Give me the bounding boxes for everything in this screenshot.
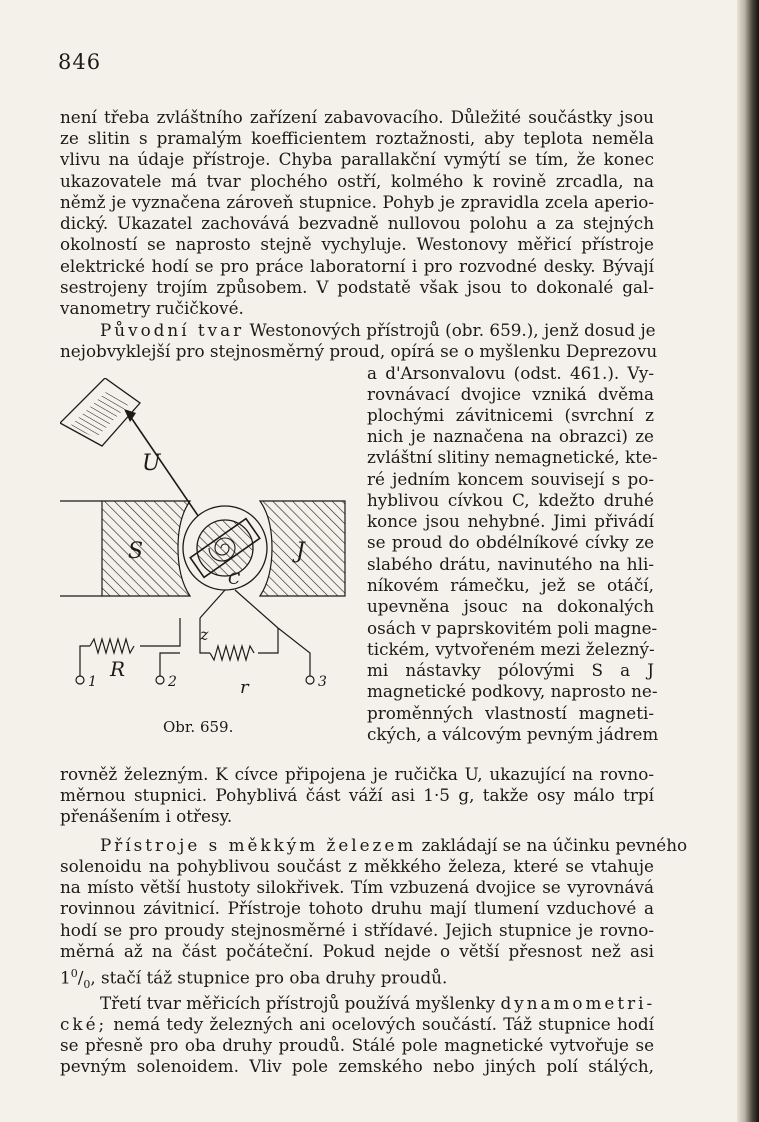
page-number: 846 (58, 50, 102, 74)
spaced-emphasis: Přístroje s měkkým železem (100, 835, 417, 855)
label-U: U (142, 451, 161, 476)
text-line: magnetické podkovy, naprosto ne- (367, 681, 658, 701)
text-line: nich je naznačena na obrazci) ze (367, 426, 654, 446)
pole-piece-S (60, 501, 190, 596)
text-line: rovinnou závitnicí. Přístroje tohoto druhu mají tlumení vzduchové a (60, 898, 654, 918)
text-line: ze slitin s pramalým koefficientem roztažnosti, aby teplota neměla (60, 128, 654, 148)
terminal-1-label: 1 (88, 674, 97, 690)
text-line: plochými závitnicemi (svrchní z (367, 405, 654, 425)
text-line: osách v paprskovitém poli magne- (367, 618, 658, 638)
spaced-emphasis: dynamometri- (500, 993, 656, 1013)
figure-galvanometer-diagram (60, 378, 350, 698)
text-line: rovnávací dvojice vzniká dvěma (367, 384, 654, 404)
text-line: přenášením i otřesy. (60, 806, 233, 826)
label-C: C (228, 569, 241, 588)
text-line: pevným solenoidem. Vliv pole zemského nebo jiných polí stálých, (60, 1056, 654, 1076)
text-line: dický. Ukazatel zachovává bezvadně nullovou polohu a za stejných (60, 213, 654, 233)
text-line: a d'Arsonvalovu (odst. 461.). Vy- (367, 363, 654, 383)
terminal-1 (76, 676, 84, 684)
text-line: elektrické hodí se pro práce laboratorní i pro rozvodné desky. Bývají (60, 256, 654, 276)
text-line: není třeba zvláštního zařízení zabavovacího. Důležité součástky jsou (60, 107, 654, 127)
label-S: S (128, 539, 144, 564)
text-line: tickém, vytvořeném mezi železný- (367, 639, 655, 659)
text-line: solenoidu na pohyblivou součást z měkkého železa, které se vtahuje (60, 856, 654, 876)
text-line: sestrojeny trojím způsobem. V podstatě však jsou to dokonalé gal- (60, 277, 654, 297)
text-line: nejobvyklejší pro stejnosměrný proud, opírá se o myšlenku Deprezovu (60, 341, 658, 361)
text-line: měrnou stupnici. Pohyblivá část váží asi 1·5 g, takže osy málo trpí (60, 785, 654, 805)
text-line: okolností se naprosto stejně vychyluje. Westonovy měřicí přístroje (60, 234, 654, 254)
text-line: se přesně pro oba druhy proudů. Stálé pole magnetické vytvořuje se (60, 1035, 654, 1055)
label-z: z (200, 625, 209, 644)
text-line: upevněna jsouc na dokonalých (367, 596, 654, 616)
text-line: ré jedním koncem souvisejí s po- (367, 469, 654, 489)
label-J: J (296, 539, 305, 564)
label-R: R (110, 657, 126, 681)
text-line: hyblivou cívkou C, kdežto druhé (367, 490, 654, 510)
text-line: Třetí tvar měřicích přístrojů používá myšlenky dynamometri- (100, 993, 656, 1013)
text-line: měrná až na část počáteční. Pokud nejde o větší přesnost než asi (60, 941, 654, 961)
terminal-3 (306, 676, 314, 684)
text-line: rovněž železným. K cívce připojena je ručička U, ukazující na rovno- (60, 764, 654, 784)
text-line: ckých, a válcovým pevným jádrem (367, 724, 659, 744)
text-line: slabého drátu, navinutého na hli- (367, 554, 654, 574)
terminal-3-label: 3 (318, 674, 327, 690)
text-line: proměnných vlastností magneti- (367, 703, 654, 723)
text-line: na místo větší hustoty silokřivek. Tím vzbuzená dvojice se vyrovnává (60, 877, 654, 897)
text-line: Přístroje s měkkým železem zakládají se na účinku pevného (100, 835, 688, 855)
text-line: ukazovatele má tvar plochého ostří, kolmého k rovině zrcadla, na (60, 171, 654, 191)
text-line: zvláštní slitiny nemagnetické, kte- (367, 447, 658, 467)
text-line: se proud do obdélníkové cívky ze (367, 532, 654, 552)
text-line: níkovém rámečku, jež se otáčí, (367, 575, 654, 595)
text-line: Původní tvar Westonových přístrojů (obr. 659.), jenž dosud je (100, 320, 656, 340)
terminal-2-label: 2 (168, 674, 177, 690)
book-spine-shadow (737, 0, 759, 1122)
spaced-emphasis: cké; (60, 1014, 108, 1034)
text-line: $1^0/_0$, stačí táž stupnice pro oba druhy proudů. (60, 967, 448, 991)
text-line: konce jsou nehybné. Jimi přivádí (367, 511, 654, 531)
label-r: r (240, 677, 249, 698)
text-line: mi nástavky pólovými S a J (367, 660, 654, 680)
text-line: němž je vyznačena zároveň stupnice. Pohyb je zpravidla zcela aperio- (60, 192, 654, 212)
figure-caption: Obr. 659. (163, 718, 234, 736)
spaced-emphasis: Původní tvar (100, 320, 245, 340)
text-line: hodí se pro proudy stejnosměrné i střídavé. Jejich stupnice je rovno- (60, 920, 654, 940)
terminal-2 (156, 676, 164, 684)
text-line: vlivu na údaje přístroje. Chyba parallakční vymýtí se tím, že konec (60, 149, 654, 169)
text-line: cké; nemá tedy železných ani ocelových součástí. Táž stupnice hodí (60, 1014, 654, 1034)
text-line: vanometry ručičkové. (60, 298, 244, 318)
